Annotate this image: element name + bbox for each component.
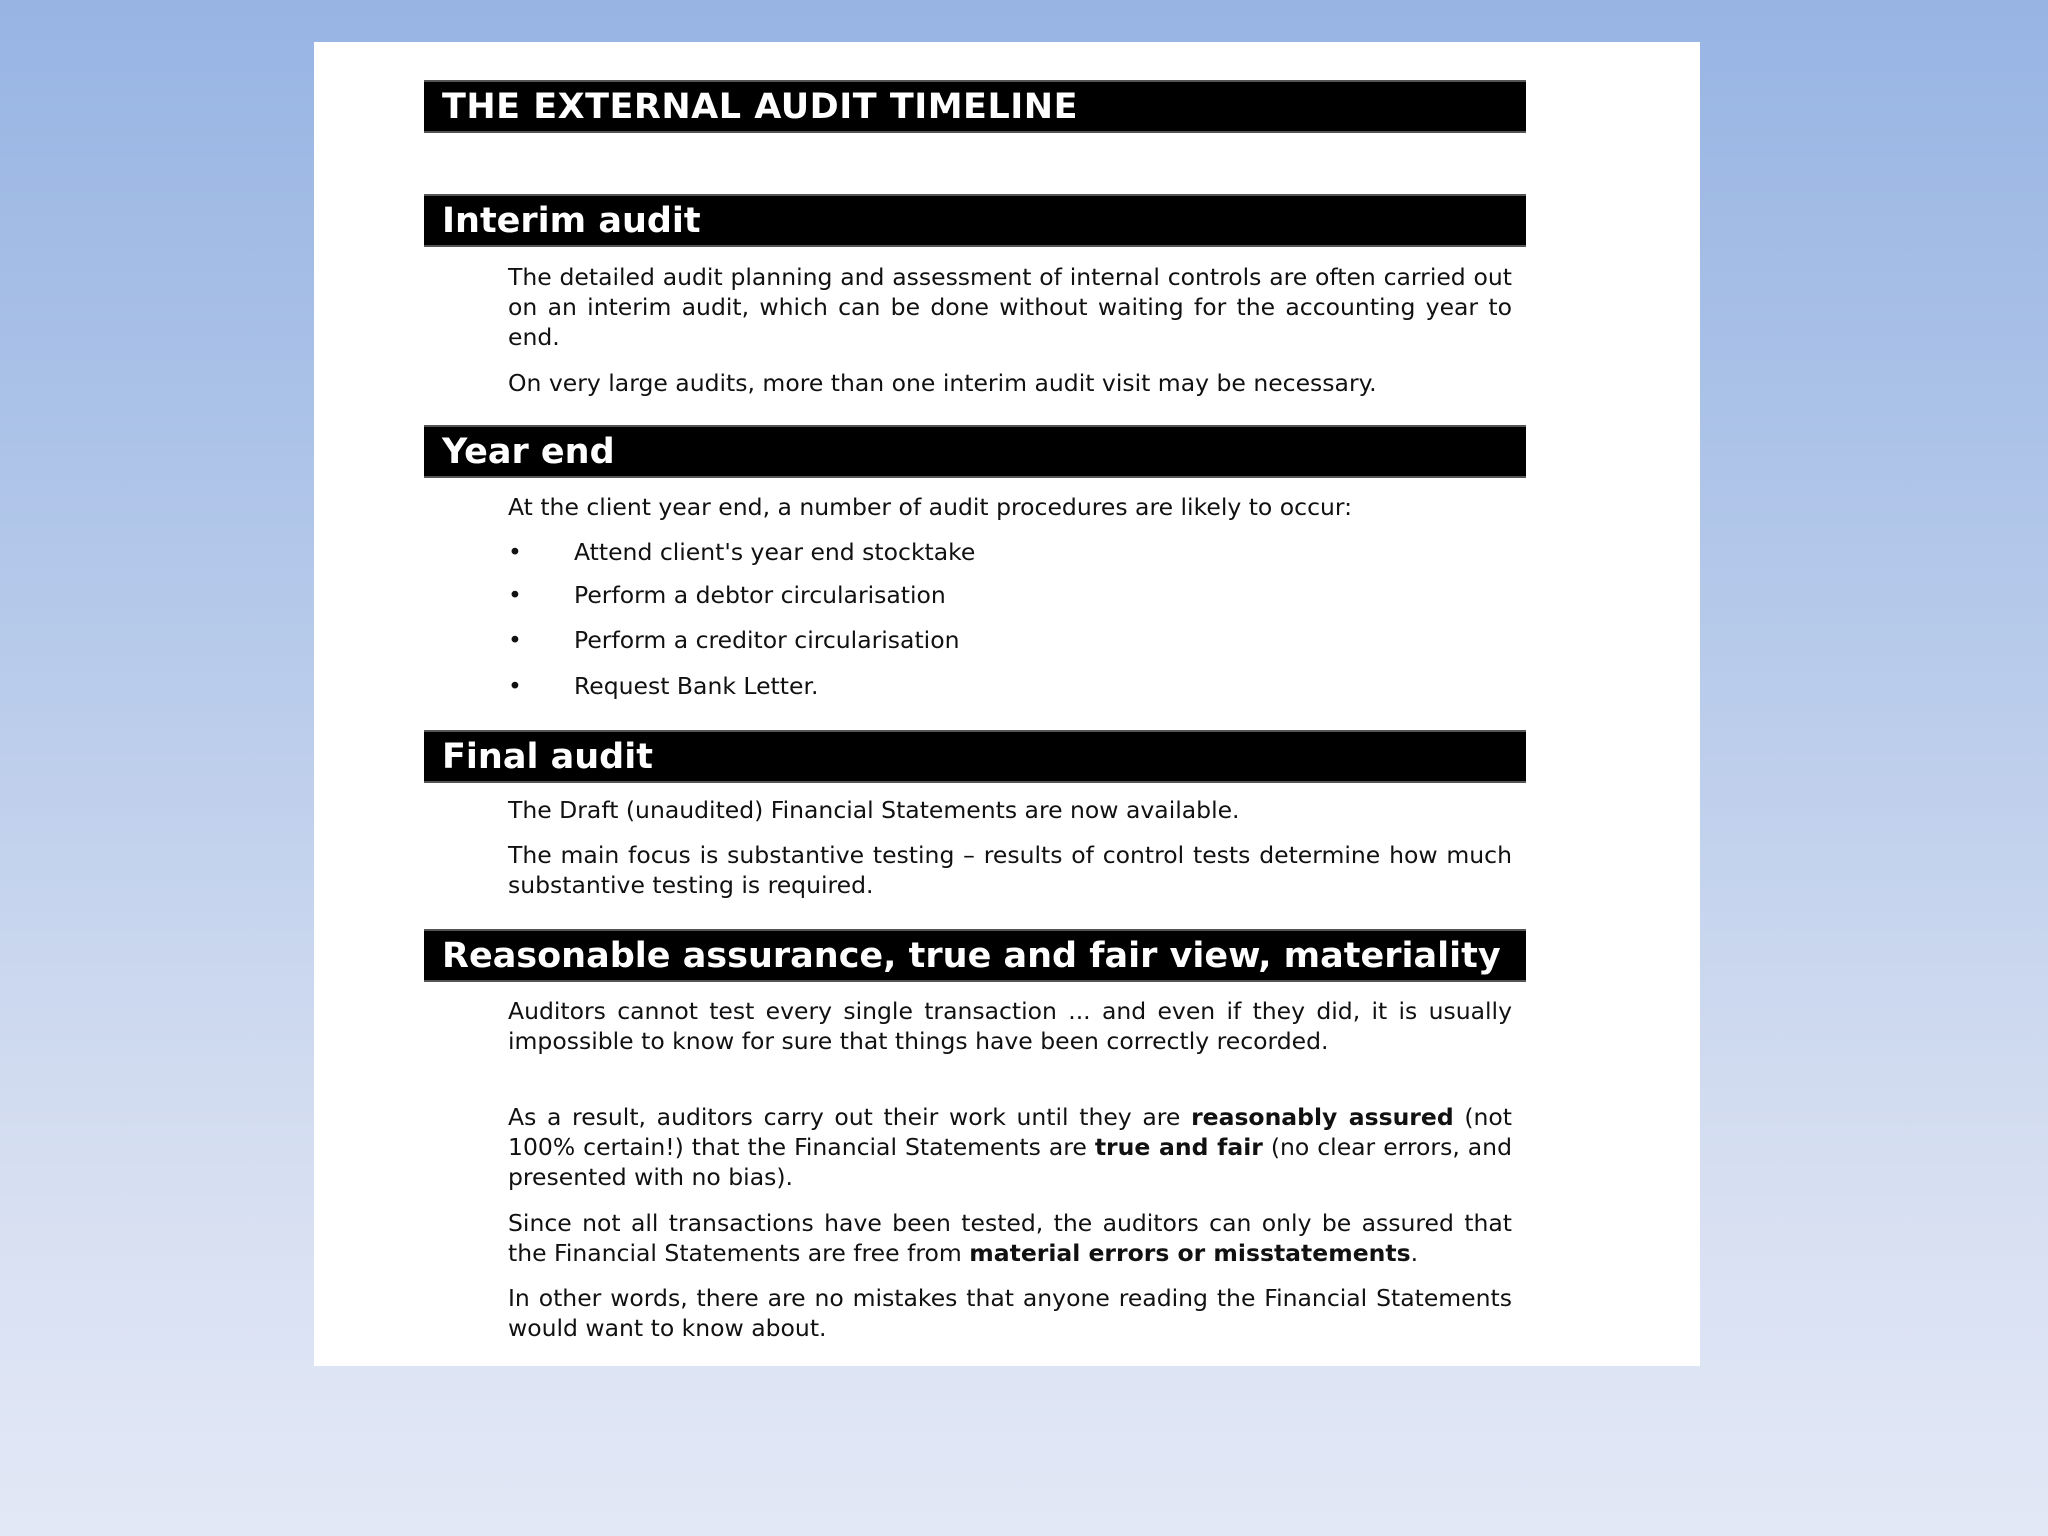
- final-paragraph-2: The main focus is substantive testing – results of control tests determine how much substantive testing is required.: [508, 841, 1512, 899]
- final-paragraph-1: The Draft (unaudited) Financial Statements are now available.: [508, 796, 1240, 824]
- bullet-icon: •: [508, 581, 522, 609]
- section-heading-year-end: Year end: [424, 425, 1526, 478]
- assurance-paragraph-4: In other words, there are no mistakes that anyone reading the Financial Statements would want to know about.: [508, 1284, 1512, 1342]
- bullet-item: [508, 671, 1512, 701]
- interim-paragraph-1: The detailed audit planning and assessment of internal controls are often carried out on an interim audit, which can be done without waiting for the accounting year to end.: [508, 263, 1512, 351]
- bullet-icon: •: [508, 672, 522, 700]
- emphasis-reasonably-assured: reasonably assured: [1191, 1103, 1454, 1131]
- bullet-icon: •: [508, 538, 522, 566]
- bullet-text: Perform a debtor circularisation: [574, 581, 946, 609]
- bullet-text: Perform a creditor circularisation: [574, 626, 960, 654]
- document-page: [314, 42, 1700, 1366]
- document-title: THE EXTERNAL AUDIT TIMELINE: [424, 80, 1526, 133]
- interim-paragraph-2: On very large audits, more than one interim audit visit may be necessary.: [508, 369, 1377, 397]
- bullet-text: Attend client's year end stocktake: [574, 538, 976, 566]
- section-heading-interim-audit: Interim audit: [424, 194, 1526, 247]
- assurance-paragraph-1: Auditors cannot test every single transaction ... and even if they did, it is usually impossible to know for sure that things have been correctly recorded.: [508, 997, 1512, 1055]
- assurance-paragraph-3: Since not all transactions have been tested, the auditors can only be assured that the Financial Statements are free from material errors or misstatements.: [508, 1209, 1512, 1267]
- emphasis-true-and-fair: true and fair: [1094, 1133, 1263, 1161]
- bullet-text: Request Bank Letter.: [574, 672, 819, 700]
- bullet-item: [508, 580, 1512, 610]
- assurance-paragraph-2: As a result, auditors carry out their work until they are reasonably assured (not 100% certain!) that the Financial Statements are true and fair (no clear errors, and presented with no bias).: [508, 1103, 1512, 1191]
- bullet-icon: •: [508, 626, 522, 654]
- year-end-intro: At the client year end, a number of audit procedures are likely to occur:: [508, 493, 1353, 521]
- bullet-item: [508, 625, 1512, 655]
- section-heading-reasonable-assurance: Reasonable assurance, true and fair view, materiality: [424, 929, 1526, 982]
- bullet-item: [508, 537, 1512, 567]
- emphasis-material-errors: material errors or misstatements: [969, 1239, 1411, 1267]
- section-heading-final-audit: Final audit: [424, 730, 1526, 783]
